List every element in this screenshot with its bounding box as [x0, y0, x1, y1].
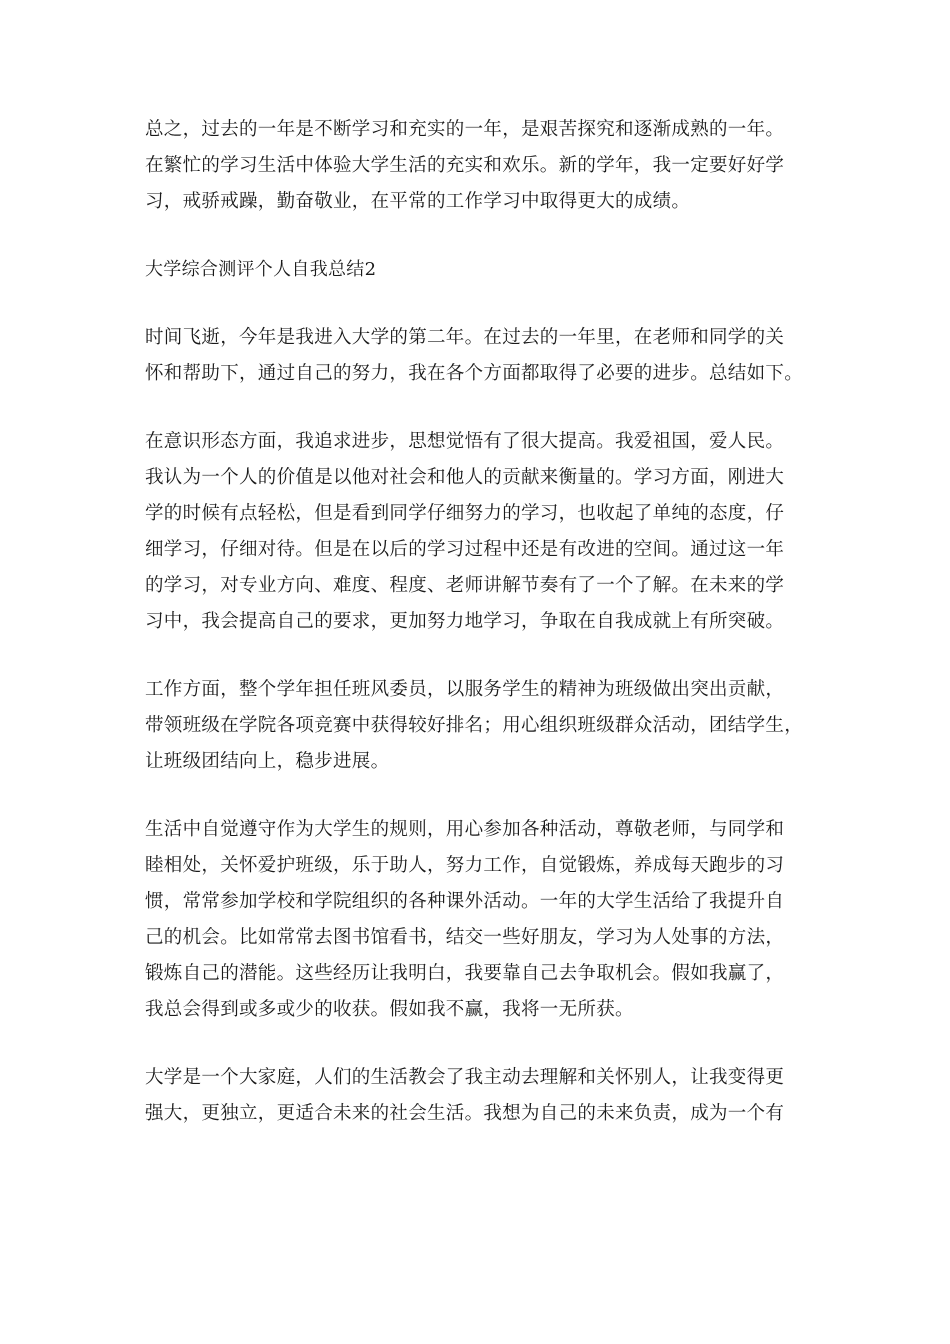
text-line: 总之，过去的一年是不断学习和充实的一年，是艰苦探究和逐渐成熟的一年。 — [145, 119, 785, 140]
text-line: 强大，更独立，更适合未来的社会生活。我想为自己的未来负责，成为一个有 — [145, 1103, 785, 1124]
text-line: 怀和帮助下，通过自己的努力，我在各个方面都取得了必要的进步。总结如下。 — [145, 363, 804, 384]
text-line: 己的机会。比如常常去图书馆看书，结交一些好朋友，学习为人处事的方法， — [145, 927, 785, 948]
paragraph-intro — [145, 320, 810, 392]
paragraph-summary — [145, 112, 810, 220]
section-heading — [145, 252, 810, 288]
text-line: 在意识形态方面，我追求进步，思想觉悟有了很大提高。我爱祖国，爱人民。 — [145, 431, 785, 452]
paragraph-work — [145, 672, 810, 780]
text-line: 习，戒骄戒躁，勤奋敬业，在平常的工作学习中取得更大的成绩。 — [145, 191, 691, 212]
text-line: 我认为一个人的价值是以他对社会和他人的贡献来衡量的。学习方面，刚进大 — [145, 467, 785, 488]
text-line: 在繁忙的学习生活中体验大学生活的充实和欢乐。新的学年，我一定要好好学 — [145, 155, 785, 176]
text-line: 的学习，对专业方向、难度、程度、老师讲解节奏有了一个了解。在未来的学 — [145, 575, 785, 596]
text-line: 生活中自觉遵守作为大学生的规则，用心参加各种活动，尊敬老师，与同学和 — [145, 819, 785, 840]
text-line: 工作方面，整个学年担任班风委员，以服务学生的精神为班级做出突出贡献， — [145, 679, 785, 700]
text-line: 学的时候有点轻松，但是看到同学仔细努力的学习，也收起了单纯的态度，仔 — [145, 503, 785, 524]
text-line: 让班级团结向上，稳步进展。 — [145, 751, 390, 772]
text-line: 带领班级在学院各项竞赛中获得较好排名；用心组织班级群众活动，团结学生， — [145, 715, 804, 736]
text-line: 睦相处，关怀爱护班级，乐于助人，努力工作，自觉锻炼，养成每天跑步的习 — [145, 855, 785, 876]
text-line: 时间飞逝，今年是我进入大学的第二年。在过去的一年里，在老师和同学的关 — [145, 327, 785, 348]
paragraph-family — [145, 1060, 810, 1132]
paragraph-life — [145, 812, 810, 1028]
text-line: 习中，我会提高自己的要求，更加努力地学习，争取在自我成就上有所突破。 — [145, 611, 785, 632]
text-line: 我总会得到或多或少的收获。假如我不赢，我将一无所获。 — [145, 999, 634, 1020]
heading-text: 大学综合测评个人自我总结2 — [145, 259, 377, 280]
text-line: 惯，常常参加学校和学院组织的各种课外活动。一年的大学生活给了我提升自 — [145, 891, 785, 912]
paragraph-ideology-study — [145, 424, 810, 640]
text-line: 大学是一个大家庭，人们的生活教会了我主动去理解和关怀别人，让我变得更 — [145, 1067, 785, 1088]
text-line: 细学习，仔细对待。但是在以后的学习过程中还是有改进的空间。通过这一年 — [145, 539, 785, 560]
text-line: 锻炼自己的潜能。这些经历让我明白，我要靠自己去争取机会。假如我赢了， — [145, 963, 785, 984]
document-body — [145, 112, 810, 1164]
